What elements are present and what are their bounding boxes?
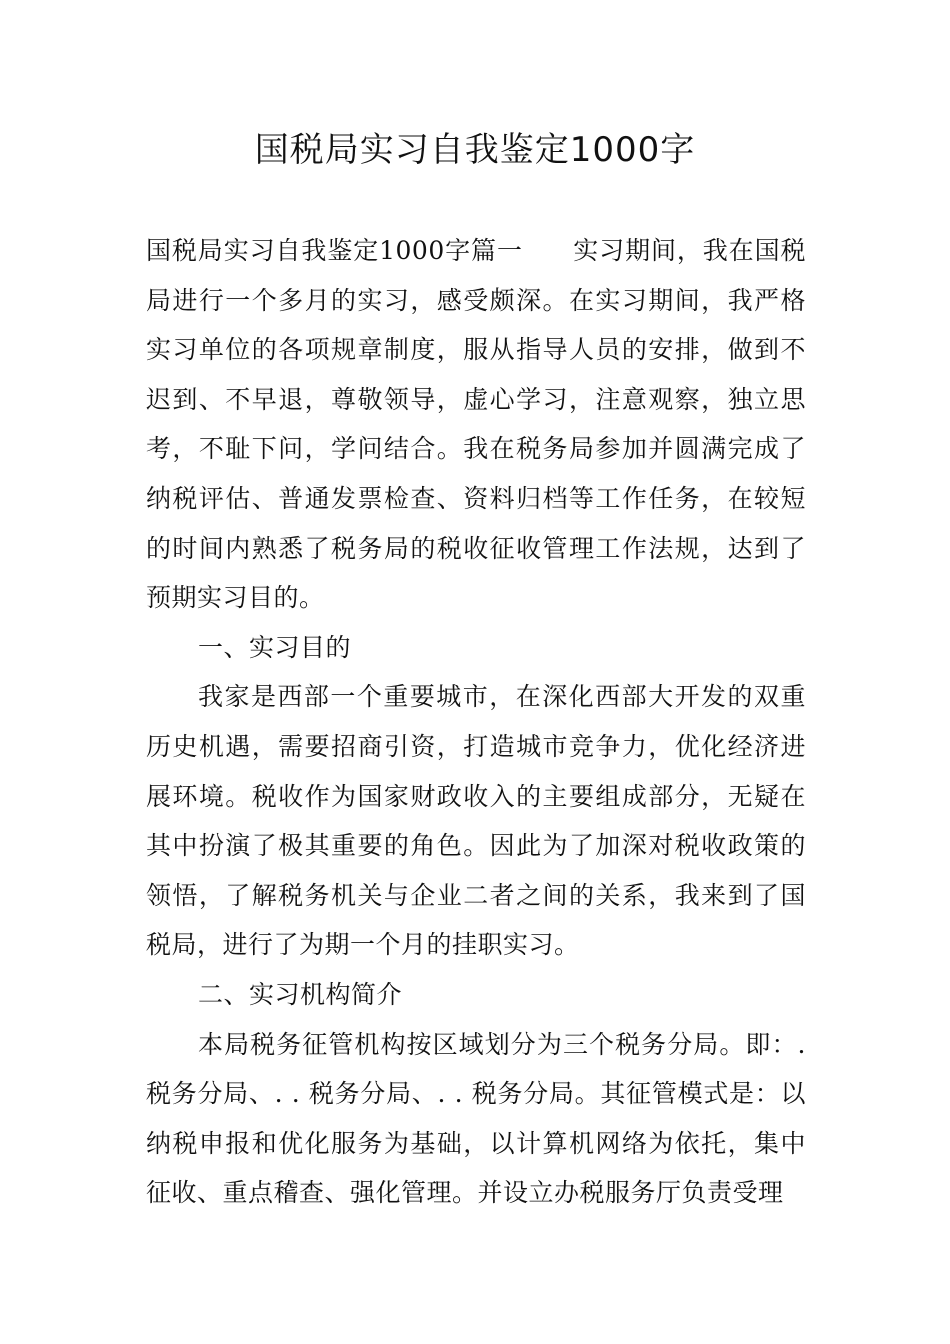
paragraph-purpose: 我家是西部一个重要城市，在深化西部大开发的双重历史机遇，需要招商引资，打造城市竞争力，优化经济进展环境。税收作为国家财政收入的主要组成部分，无疑在其中扮演了极其重要的角色。因此为了加深对税收政策的领悟，了解税务机关与企业二者之间的关系，我来到了国税局，进行了为期一个月的挂职实习。 xyxy=(146,682,806,960)
section-heading-institution: 二、实习机构简介 xyxy=(198,979,403,1009)
section-heading-purpose: 一、实习目的 xyxy=(198,632,352,662)
paragraph-intro xyxy=(146,226,806,623)
document-body xyxy=(146,226,806,1218)
intro-lead: 国税局实习自我鉴定1000字篇一 xyxy=(146,236,523,265)
intro-text: 实习期间，我在国税局进行一个多月的实习，感受颇深。在实习期间，我严格实习单位的各项规章制度，服从指导人员的安排，做到不迟到、不早退，尊敬领导，虚心学习，注意观察，独立思考，不耻下问，学问结合。我在税务局参加并圆满完成了纳税评估、普通发票检查、资料归档等工作任务，在较短的时间内熟悉了税务局的税收征收管理工作法规，达到了预期实习目的。 xyxy=(146,236,806,613)
paragraph-institution: 本局税务征管机构按区域划分为三个税务分局。即：. 税务分局、. . 税务分局、. . 税务分局。其征管模式是：以纳税申报和优化服务为基础，以计算机网络为依托，集中征收、重点稽查、强化管理。并设立办税服务厅负责受理 xyxy=(146,1029,806,1208)
document-title: 国税局实习自我鉴定1000字 xyxy=(254,130,696,170)
